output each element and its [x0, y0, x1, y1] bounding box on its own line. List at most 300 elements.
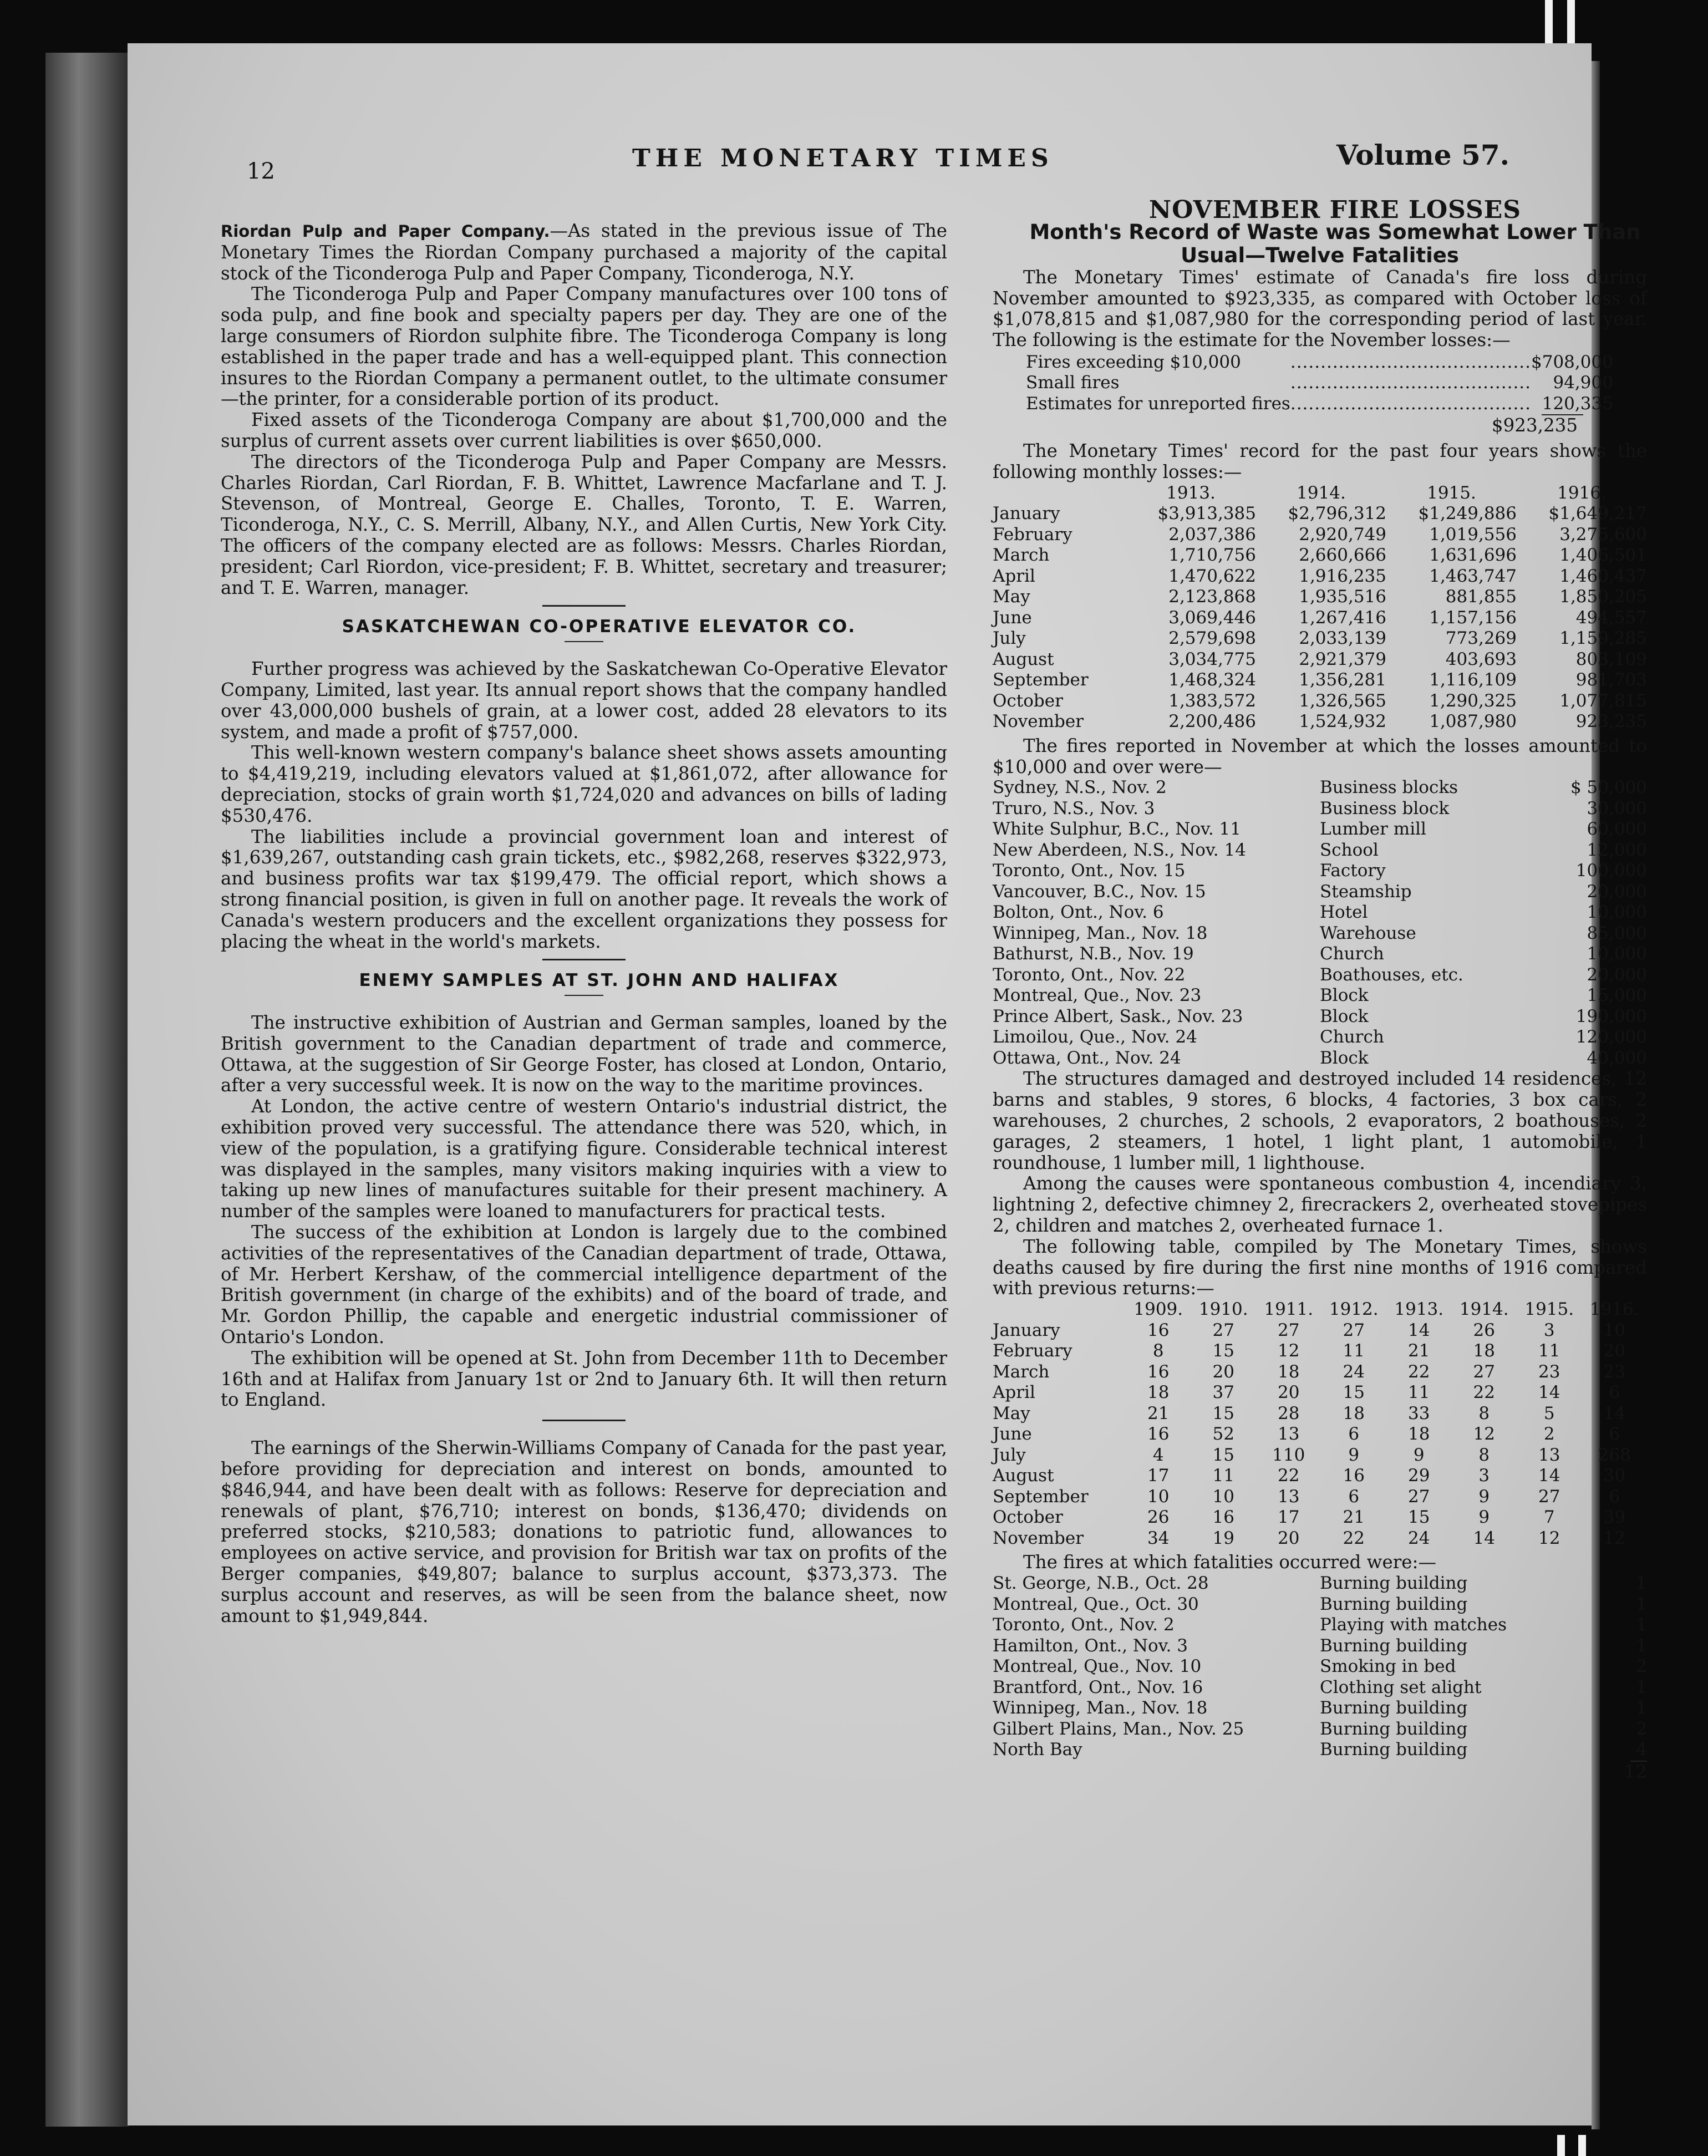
fire-property: School — [1320, 840, 1379, 860]
deaths-intro: The following table, compiled by The Monetary Times, shows deaths caused by fire during the first nine months of 1916 compared with previous returns:— — [993, 1235, 1647, 1299]
riordan-paragraph-4: The directors of the Ticonderoga Pulp and Paper Company are Messrs. Charles Riordan, Carl Riordan, F. B. Whittet, Lawrence Macfarlane and T. J. Stevenson, of Montreal, George E. Challes, Toronto, T. E. Warren, Ticonderoga, N.Y., C. S. Merrill, Albany, N.Y., and Allen Curtis, New York City. The officers of the company elected are as follows: Messrs. Charles Riordan, president; Carl Riordon, vice-president; F. B. Whittet, secretary and treasurer; and T. E. Warren, manager. — [221, 451, 947, 598]
fire-location: Winnipeg, Man., Nov. 18 — [993, 923, 1208, 943]
fatalities-intro: The fires at which fatalities occurred were:— — [1023, 1552, 1436, 1573]
month-label: October — [993, 1507, 1063, 1528]
deaths-row — [993, 1320, 1647, 1341]
fatalities-total: 12 — [1624, 1761, 1647, 1782]
death-count: 10 — [1147, 1486, 1170, 1507]
section-divider — [542, 1420, 626, 1421]
fatality-row — [993, 1677, 1647, 1699]
fatality-row — [993, 1740, 1647, 1761]
death-count: 10 — [1603, 1320, 1625, 1340]
leader-dots: ........................................ — [1290, 393, 1532, 414]
fatality-count: 2 — [1636, 1656, 1647, 1677]
loss-value: $2,796,312 — [1288, 504, 1386, 524]
death-count: 6 — [1348, 1486, 1360, 1507]
fire-location: White Sulphur, B.C., Nov. 11 — [993, 819, 1242, 840]
left-column — [221, 221, 947, 1626]
fire-loss: 60,000 — [1587, 819, 1647, 840]
monthly-losses-table — [993, 483, 1647, 733]
fire-property: Hotel — [1320, 902, 1368, 923]
death-count: 16 — [1343, 1466, 1365, 1486]
death-count: 27 — [1343, 1320, 1365, 1340]
monthly-intro: The Monetary Times' record for the past four years shows the following monthly losses:— — [993, 440, 1647, 483]
month-label: September — [993, 670, 1089, 690]
estimate-row — [1026, 373, 1613, 394]
death-count: 28 — [1278, 1403, 1300, 1423]
death-count: 16 — [1147, 1320, 1170, 1340]
fatality-cause: Burning building — [1320, 1718, 1468, 1739]
death-count: 9 — [1478, 1486, 1490, 1507]
article-intro: The Monetary Times' estimate of Canada's fire loss during November amounted to $923,335, as compared with October loss of $1,078,815 and $1,087,980 for the corresponding period of last year. The following is the estimate for the November losses:— — [993, 266, 1647, 351]
saskatchewan-heading: SASKATCHEWAN CO-OPERATIVE ELEVATOR CO. — [342, 617, 857, 637]
year-header: 1914. — [1297, 482, 1346, 503]
loss-value: 2,033,139 — [1299, 628, 1386, 649]
fire-loss: 120,000 — [1575, 1027, 1647, 1048]
enemy-paragraph-1: The instructive exhibition of Austrian and German samples, loaned by the British government to the Canadian department of trade and commerce, Ottawa, at the suggestion of Sir George Foster, has closed at London, Ontario, after a very successful week. It is now on the way to the maritime provinces. — [221, 1012, 947, 1096]
loss-value: 1,159,285 — [1559, 628, 1647, 649]
enemy-paragraph-4: The exhibition will be opened at St. John from December 11th to December 16th and at Halifax from January 1st or 2nd to January 6th. It will then return to England. — [221, 1347, 947, 1411]
fire-loss: 20,000 — [1587, 964, 1647, 985]
page-number: 12 — [247, 159, 275, 184]
fire-location: Limoilou, Que., Nov. 24 — [993, 1027, 1197, 1048]
death-count: 4 — [1152, 1445, 1164, 1465]
loss-value: 1,157,156 — [1429, 607, 1517, 628]
fire-property: Boathouses, etc. — [1320, 964, 1463, 985]
death-count: 6 — [1609, 1486, 1620, 1507]
fatality-cause: Burning building — [1320, 1740, 1468, 1760]
fire-loss: 190,000 — [1575, 1006, 1647, 1026]
death-count: 17 — [1278, 1507, 1300, 1528]
monthly-row — [993, 525, 1647, 546]
fatality-cause: Clothing set alight — [1320, 1677, 1482, 1697]
estimate-value: $708,000 — [1531, 352, 1613, 372]
death-count: 39 — [1603, 1507, 1625, 1528]
riordan-paragraph — [221, 221, 947, 284]
fire-property: Church — [1320, 1027, 1384, 1048]
article-title: NOVEMBER FIRE LOSSES — [1148, 196, 1522, 224]
monthly-row — [993, 587, 1647, 608]
year-header: 1912. — [1329, 1299, 1379, 1320]
death-count: 14 — [1408, 1320, 1430, 1340]
loss-value: 1,406,501 — [1559, 545, 1647, 566]
fire-property: Business blocks — [1320, 777, 1458, 798]
loss-value: 1,850,205 — [1559, 587, 1647, 607]
fire-row — [993, 944, 1647, 965]
loss-value: 2,123,868 — [1168, 587, 1256, 607]
scan-border-bar — [1567, 0, 1575, 44]
death-count: 13 — [1278, 1486, 1300, 1507]
death-count: 20 — [1603, 1341, 1625, 1361]
loss-value: 1,916,235 — [1299, 566, 1386, 586]
death-count: 24 — [1343, 1361, 1365, 1382]
loss-value: 2,921,379 — [1299, 649, 1386, 669]
death-count: 37 — [1212, 1382, 1234, 1403]
death-count: 2 — [1543, 1424, 1555, 1445]
death-count: 15 — [1212, 1341, 1234, 1361]
loss-value: 1,326,565 — [1299, 690, 1386, 711]
loss-value: $3,913,385 — [1157, 504, 1256, 524]
monthly-row — [993, 608, 1647, 629]
monthly-row — [993, 670, 1647, 691]
loss-value: 3,275,600 — [1559, 524, 1647, 545]
fatality-count: 4 — [1636, 1740, 1647, 1760]
loss-value: 2,037,386 — [1168, 524, 1256, 545]
fire-loss: 30,000 — [1587, 798, 1647, 818]
loss-value: 1,356,281 — [1299, 670, 1386, 690]
death-count: 16 — [1147, 1424, 1170, 1445]
month-label: August — [993, 649, 1054, 669]
death-count: 33 — [1408, 1403, 1430, 1423]
fatality-cause: Smoking in bed — [1320, 1656, 1456, 1677]
death-count: 20 — [1212, 1361, 1234, 1382]
fire-property: Factory — [1320, 861, 1386, 881]
loss-value: 1,631,696 — [1429, 545, 1517, 566]
riordan-paragraph-2: The Ticonderoga Pulp and Paper Company manufactures over 100 tons of soda pulp, and fine book and specialty papers per day. They are one of the large consumers of Riordon sulphite fibre. The Ticonderoga Company is long established in the paper trade and has a well-equipped plant. This connection insures to the Riordan Company a permanent outlet, to the ultimate consumer—the printer, for a considerable portion of its product. — [221, 283, 947, 410]
loss-value: 1,710,756 — [1168, 545, 1256, 566]
estimate-label: Estimates for unreported fires — [1026, 393, 1290, 414]
death-count: 268 — [1598, 1445, 1631, 1465]
year-header: 1916. — [1557, 482, 1607, 503]
right-column — [993, 196, 1647, 1782]
fire-location: Toronto, Ont., Nov. 15 — [993, 861, 1186, 881]
fire-location: Truro, N.S., Nov. 3 — [993, 798, 1155, 818]
death-count: 11 — [1343, 1341, 1365, 1361]
death-count: 16 — [1147, 1361, 1170, 1382]
heading-rule — [565, 641, 603, 642]
loss-value: 773,269 — [1445, 628, 1517, 649]
fatality-row — [993, 1719, 1647, 1740]
loss-value: 1,383,572 — [1168, 690, 1256, 711]
fire-property: Warehouse — [1320, 923, 1416, 943]
fire-deaths-table — [993, 1299, 1647, 1549]
estimate-row — [1026, 394, 1613, 415]
month-label: July — [993, 628, 1026, 649]
leader-dots: ........................................ — [1290, 373, 1532, 393]
death-count: 27 — [1473, 1361, 1495, 1382]
loss-value: 2,200,486 — [1168, 711, 1256, 732]
monthly-row — [993, 691, 1647, 712]
fatality-count: 1 — [1636, 1677, 1647, 1697]
death-count: 5 — [1543, 1403, 1555, 1423]
november-fires-table — [993, 777, 1647, 1069]
fatality-count: 1 — [1636, 1594, 1647, 1614]
deaths-row — [993, 1362, 1647, 1383]
estimate-value: 120,335 — [1542, 393, 1613, 414]
death-count: 8 — [1478, 1445, 1490, 1465]
death-count: 11 — [1212, 1466, 1234, 1486]
fire-location: Sydney, N.S., Nov. 2 — [993, 777, 1167, 798]
fire-property: Block — [1320, 1048, 1369, 1068]
deaths-row — [993, 1445, 1647, 1466]
fire-location: Bathurst, N.B., Nov. 19 — [993, 944, 1194, 964]
deaths-row — [993, 1466, 1647, 1487]
scanned-page — [128, 43, 1647, 2126]
death-count: 13 — [1538, 1445, 1560, 1465]
deaths-row — [993, 1487, 1647, 1508]
month-label: February — [993, 1341, 1072, 1361]
death-count: 15 — [1212, 1403, 1234, 1423]
estimate-value: 94,900 — [1553, 373, 1613, 393]
estimate-label: Fires exceeding $10,000 — [1026, 352, 1241, 372]
death-count: 16 — [1212, 1507, 1234, 1528]
fire-property: Block — [1320, 985, 1369, 1006]
death-count: 52 — [1212, 1424, 1234, 1445]
month-label: March — [993, 1361, 1050, 1382]
fatality-location: Gilbert Plains, Man., Nov. 25 — [993, 1718, 1244, 1739]
year-header: 1915. — [1427, 482, 1476, 503]
death-count: 21 — [1147, 1403, 1170, 1423]
enemy-samples-heading: ENEMY SAMPLES AT ST. JOHN AND HALIFAX — [359, 970, 840, 991]
estimate-row — [1026, 352, 1613, 373]
death-count: 27 — [1212, 1320, 1234, 1340]
month-label: February — [993, 524, 1072, 545]
month-label: May — [993, 1403, 1030, 1423]
death-count: 6 — [1348, 1424, 1360, 1445]
death-count: 22 — [1278, 1466, 1300, 1486]
year-header: 1913. — [1166, 482, 1216, 503]
death-count: 21 — [1408, 1341, 1430, 1361]
fire-row — [993, 965, 1647, 986]
fire-loss: 20,000 — [1587, 881, 1647, 902]
riordan-runhead: Riordan Pulp and Paper Company. — [221, 222, 550, 241]
loss-value: 1,267,416 — [1299, 607, 1386, 628]
fire-location: Montreal, Que., Nov. 23 — [993, 985, 1202, 1006]
death-count: 11 — [1408, 1382, 1430, 1403]
deaths-row — [993, 1341, 1647, 1362]
fire-loss: 10,000 — [1587, 902, 1647, 923]
leader-dots: ........................................ — [1290, 352, 1532, 372]
fire-loss: 40,000 — [1587, 1048, 1647, 1068]
scan-border-bar — [1557, 2135, 1565, 2156]
fire-property: Block — [1320, 1006, 1369, 1026]
death-count: 8 — [1152, 1341, 1164, 1361]
fire-row — [993, 985, 1647, 1006]
fire-location: Vancouver, B.C., Nov. 15 — [993, 881, 1206, 902]
death-count: 23 — [1538, 1361, 1560, 1382]
fire-row — [993, 1006, 1647, 1028]
deaths-row — [993, 1424, 1647, 1445]
death-count: 22 — [1473, 1382, 1495, 1403]
death-count: 12 — [1538, 1528, 1560, 1548]
monthly-row — [993, 545, 1647, 566]
fatalities-table — [993, 1573, 1647, 1761]
death-count: 8 — [1478, 1403, 1490, 1423]
death-count: 30 — [1603, 1466, 1625, 1486]
month-label: March — [993, 545, 1050, 566]
death-count: 17 — [1147, 1466, 1170, 1486]
death-count: 7 — [1543, 1507, 1555, 1528]
death-count: 15 — [1212, 1445, 1234, 1465]
death-count: 27 — [1538, 1486, 1560, 1507]
death-count: 22 — [1408, 1361, 1430, 1382]
year-header: 1911. — [1264, 1299, 1314, 1320]
month-label: November — [993, 711, 1084, 732]
month-label: November — [993, 1528, 1084, 1548]
monthly-row — [993, 504, 1647, 525]
death-count: 14 — [1538, 1382, 1560, 1403]
fire-row — [993, 799, 1647, 820]
deaths-row — [993, 1507, 1647, 1528]
death-count: 34 — [1147, 1528, 1170, 1548]
monthly-row — [993, 649, 1647, 670]
fire-property: Business block — [1320, 798, 1450, 818]
loss-value: 1,470,622 — [1168, 566, 1256, 586]
fatality-row — [993, 1594, 1647, 1615]
fire-property: Church — [1320, 944, 1384, 964]
death-count: 6 — [1609, 1424, 1620, 1445]
fatality-location: Toronto, Ont., Nov. 2 — [993, 1615, 1175, 1635]
loss-value: 1,463,747 — [1429, 566, 1517, 586]
deaths-row — [993, 1382, 1647, 1404]
death-count: 18 — [1278, 1361, 1300, 1382]
fatality-location: St. George, N.B., Oct. 28 — [993, 1573, 1209, 1594]
fire-row — [993, 840, 1647, 861]
fatality-cause: Burning building — [1320, 1594, 1468, 1614]
death-count: 12 — [1278, 1341, 1300, 1361]
month-label: May — [993, 587, 1030, 607]
month-label: October — [993, 690, 1063, 711]
death-count: 24 — [1408, 1528, 1430, 1548]
fire-property: Steamship — [1320, 881, 1412, 902]
fire-loss: 10,000 — [1587, 944, 1647, 964]
fire-row — [993, 923, 1647, 944]
fatality-location: Brantford, Ont., Nov. 16 — [993, 1677, 1203, 1697]
heading-rule — [565, 995, 603, 996]
month-label: June — [993, 1424, 1032, 1445]
death-count: 18 — [1343, 1403, 1365, 1423]
deaths-row — [993, 1528, 1647, 1549]
death-count: 3 — [1543, 1320, 1555, 1340]
fatality-location: Montreal, Que., Nov. 10 — [993, 1656, 1202, 1677]
month-label: April — [993, 1382, 1035, 1403]
scan-border-bar — [1578, 2135, 1586, 2156]
volume-label: Volume 57. — [1336, 139, 1510, 171]
loss-value: 1,290,325 — [1429, 690, 1517, 711]
section-divider — [542, 605, 626, 607]
death-count: 10 — [1212, 1486, 1234, 1507]
fatality-cause: Burning building — [1320, 1573, 1468, 1594]
loss-value: 403,693 — [1445, 649, 1517, 669]
fire-row — [993, 1027, 1647, 1048]
loss-value: 1,077,815 — [1559, 690, 1647, 711]
section-divider — [542, 959, 626, 960]
loss-value: 1,087,980 — [1429, 711, 1517, 732]
death-count: 29 — [1408, 1466, 1430, 1486]
fire-loss: 85,000 — [1587, 923, 1647, 943]
death-count: 12 — [1473, 1424, 1495, 1445]
death-count: 19 — [1212, 1528, 1234, 1548]
fatality-row — [993, 1698, 1647, 1719]
loss-value: 803,109 — [1575, 649, 1647, 669]
fire-row — [993, 1048, 1647, 1069]
loss-value: $1,649,217 — [1548, 504, 1647, 524]
fire-location: Bolton, Ont., Nov. 6 — [993, 902, 1164, 923]
fire-row — [993, 902, 1647, 923]
death-count: 12 — [1603, 1528, 1625, 1548]
article-subtitle: Month's Record of Waste was Somewhat Lower Than Usual—Twelve Fatalities — [1029, 220, 1641, 267]
death-count: 14 — [1603, 1403, 1625, 1423]
loss-value: 1,460,437 — [1559, 566, 1647, 586]
loss-value: 494,557 — [1575, 607, 1647, 628]
death-count: 18 — [1408, 1424, 1430, 1445]
loss-value: 1,019,556 — [1429, 524, 1517, 545]
fatality-location: North Bay — [993, 1740, 1082, 1760]
book-page-edges — [45, 53, 129, 2127]
fire-row — [993, 777, 1647, 799]
death-count: 20 — [1278, 1382, 1300, 1403]
death-count: 15 — [1408, 1507, 1430, 1528]
death-count: 9 — [1413, 1445, 1425, 1465]
causes-paragraph: Among the causes were spontaneous combustion 4, incendiary 3, lightning 2, defective chimney 2, firecrackers 2, overheated stovepipes 2, children and matches 2, overheated furnace 1. — [993, 1173, 1647, 1237]
fire-location: New Aberdeen, N.S., Nov. 14 — [993, 840, 1246, 860]
enemy-paragraph-2: At London, the active centre of western Ontario's industrial district, the exhibition proved very successful. The attendance there was 520, which, in view of the population, is a gratifying figure. Considerable technical interest was displayed in the samples, many visitors making inquiries with a view to taking up new lines of manufactures suitable for their present machinery. A number of the samples were loaned to manufacturers for practical tests. — [221, 1096, 947, 1222]
death-count: 14 — [1538, 1466, 1560, 1486]
fatality-location: Winnipeg, Man., Nov. 18 — [993, 1698, 1208, 1718]
saskatchewan-paragraph-1: Further progress was achieved by the Saskatchewan Co-Operative Elevator Company, Limited, last year. Its annual report shows that the company handled over 43,000,000 bushels of grain, at a lower cost, added 28 elevators to its system, and made a profit of $757,000. — [221, 658, 947, 743]
fatality-row — [993, 1573, 1647, 1594]
fire-loss: 100,000 — [1575, 861, 1647, 881]
fatality-count: 1 — [1636, 1635, 1647, 1656]
death-count: 110 — [1272, 1445, 1305, 1465]
fire-loss: 12,000 — [1587, 840, 1647, 860]
loss-value: 1,468,324 — [1168, 670, 1256, 690]
fire-location: Prince Albert, Sask., Nov. 23 — [993, 1006, 1243, 1026]
monthly-row — [993, 628, 1647, 649]
fatality-cause: Playing with matches — [1320, 1615, 1507, 1635]
header-spacer — [993, 483, 1126, 504]
month-label: January — [993, 1320, 1060, 1340]
death-count: 11 — [1538, 1341, 1560, 1361]
loss-value: 881,855 — [1445, 587, 1517, 607]
death-count: 23 — [1603, 1361, 1625, 1382]
fire-row — [993, 819, 1647, 840]
loss-value: 3,069,446 — [1168, 607, 1256, 628]
death-count: 27 — [1278, 1320, 1300, 1340]
loss-value: 981,703 — [1575, 670, 1647, 690]
estimate-table — [1026, 352, 1613, 415]
monthly-row — [993, 566, 1647, 587]
fatality-location: Hamilton, Ont., Nov. 3 — [993, 1635, 1188, 1656]
month-label: July — [993, 1445, 1026, 1465]
fatality-count: 1 — [1636, 1698, 1647, 1718]
fatality-row — [993, 1615, 1647, 1636]
enemy-paragraph-3: The success of the exhibition at London is largely due to the combined activities of the representatives of the Canadian department of trade, Ottawa, of Mr. Herbert Kershaw, of the commercial intelligence department of the British government (in charge of the exhibits) and of the board of trade, and Mr. Gordon Phillip, the capable and energetic industrial commissioner of Ontario's London. — [221, 1222, 947, 1348]
fire-row — [993, 861, 1647, 882]
death-count: 26 — [1147, 1507, 1170, 1528]
fire-loss: 15,000 — [1587, 985, 1647, 1006]
fatality-count: 1 — [1636, 1573, 1647, 1594]
death-count: 9 — [1478, 1507, 1490, 1528]
year-header: 1913. — [1394, 1299, 1444, 1320]
fatality-cause: Burning building — [1320, 1698, 1468, 1718]
year-header: 1916. — [1589, 1299, 1639, 1320]
fire-loss: $ 50,000 — [1570, 777, 1647, 798]
fire-location: Ottawa, Ont., Nov. 24 — [993, 1048, 1181, 1068]
death-count: 21 — [1343, 1507, 1365, 1528]
year-header: 1910. — [1198, 1299, 1248, 1320]
fatality-count: 2 — [1636, 1718, 1647, 1739]
year-header: 1915. — [1524, 1299, 1574, 1320]
header-spacer — [993, 1299, 1126, 1320]
month-label: September — [993, 1486, 1089, 1507]
loss-value: $1,249,886 — [1418, 504, 1517, 524]
year-header: 1914. — [1459, 1299, 1509, 1320]
fatality-row — [993, 1656, 1647, 1677]
loss-value: 1,524,932 — [1299, 711, 1386, 732]
loss-value: 1,935,516 — [1299, 587, 1386, 607]
death-count: 18 — [1147, 1382, 1170, 1403]
